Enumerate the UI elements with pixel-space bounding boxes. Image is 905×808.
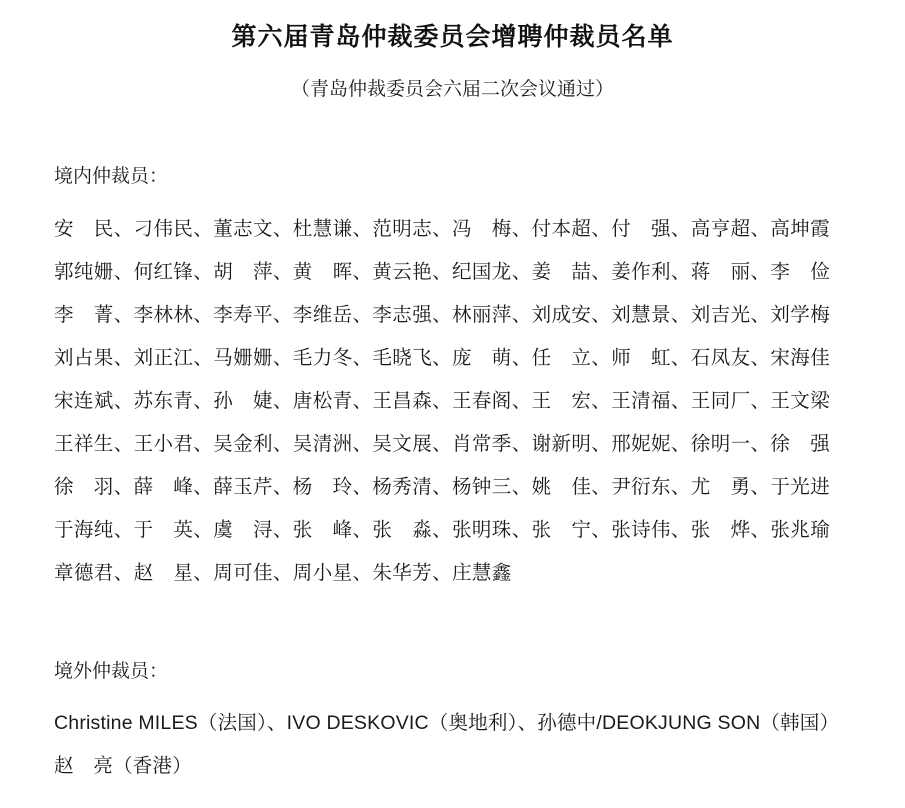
name-line: 安 民、刁伟民、董志文、杜慧谦、范明志、冯 梅、付本超、付 强、高亨超、高坤霞	[54, 218, 831, 241]
name-line: 刘占果、刘正江、马姗姗、毛力冬、毛晓飞、庞 萌、任 立、师 虹、石凤友、宋海佳	[54, 347, 831, 370]
page-title: 第六届青岛仲裁委员会增聘仲裁员名单	[231, 23, 674, 51]
name-line: 于海纯、于 英、虞 浔、张 峰、张 淼、张明珠、张 宁、张诗伟、张 烨、张兆瑜	[54, 519, 831, 542]
overseas-arbitrators-label: 境外仲裁员：	[54, 661, 169, 683]
name-line: Christine MILES（法国）、IVO DESKOVIC（奥地利）、孙德中/DEOKJUNG SON（韩国）	[54, 711, 840, 734]
name-line: 徐 羽、薛 峰、薛玉芹、杨 玲、杨秀清、杨钟三、姚 佳、尹衍东、尤 勇、于光进	[54, 476, 831, 499]
domestic-arbitrators-label: 境内仲裁员：	[54, 165, 169, 187]
page-subtitle: （青岛仲裁委员会六届二次会议通过）	[290, 79, 614, 100]
name-line: 郭纯姗、何红锋、胡 萍、黄 晖、黄云艳、纪国龙、姜 喆、姜作利、蒋 丽、李 俭	[54, 261, 831, 284]
domestic-arbitrators-list	[42, 208, 863, 595]
name-line: 宋连斌、苏东青、孙 婕、唐松青、王昌森、王春阁、王 宏、王清福、王同厂、王文梁	[54, 390, 831, 413]
name-line: 王祥生、王小君、吴金利、吴清洲、吴文展、肖常季、谢新明、邢妮妮、徐明一、徐 强	[54, 433, 831, 456]
name-line: 赵 亮（香港）	[54, 754, 192, 777]
name-line: 章德君、赵 星、周可佳、周小星、朱华芳、庄慧鑫	[54, 562, 512, 585]
name-line: 李 菁、李林林、李寿平、李维岳、李志强、林丽萍、刘成安、刘慧景、刘吉光、刘学梅	[54, 304, 831, 327]
overseas-arbitrators-list	[42, 702, 863, 788]
